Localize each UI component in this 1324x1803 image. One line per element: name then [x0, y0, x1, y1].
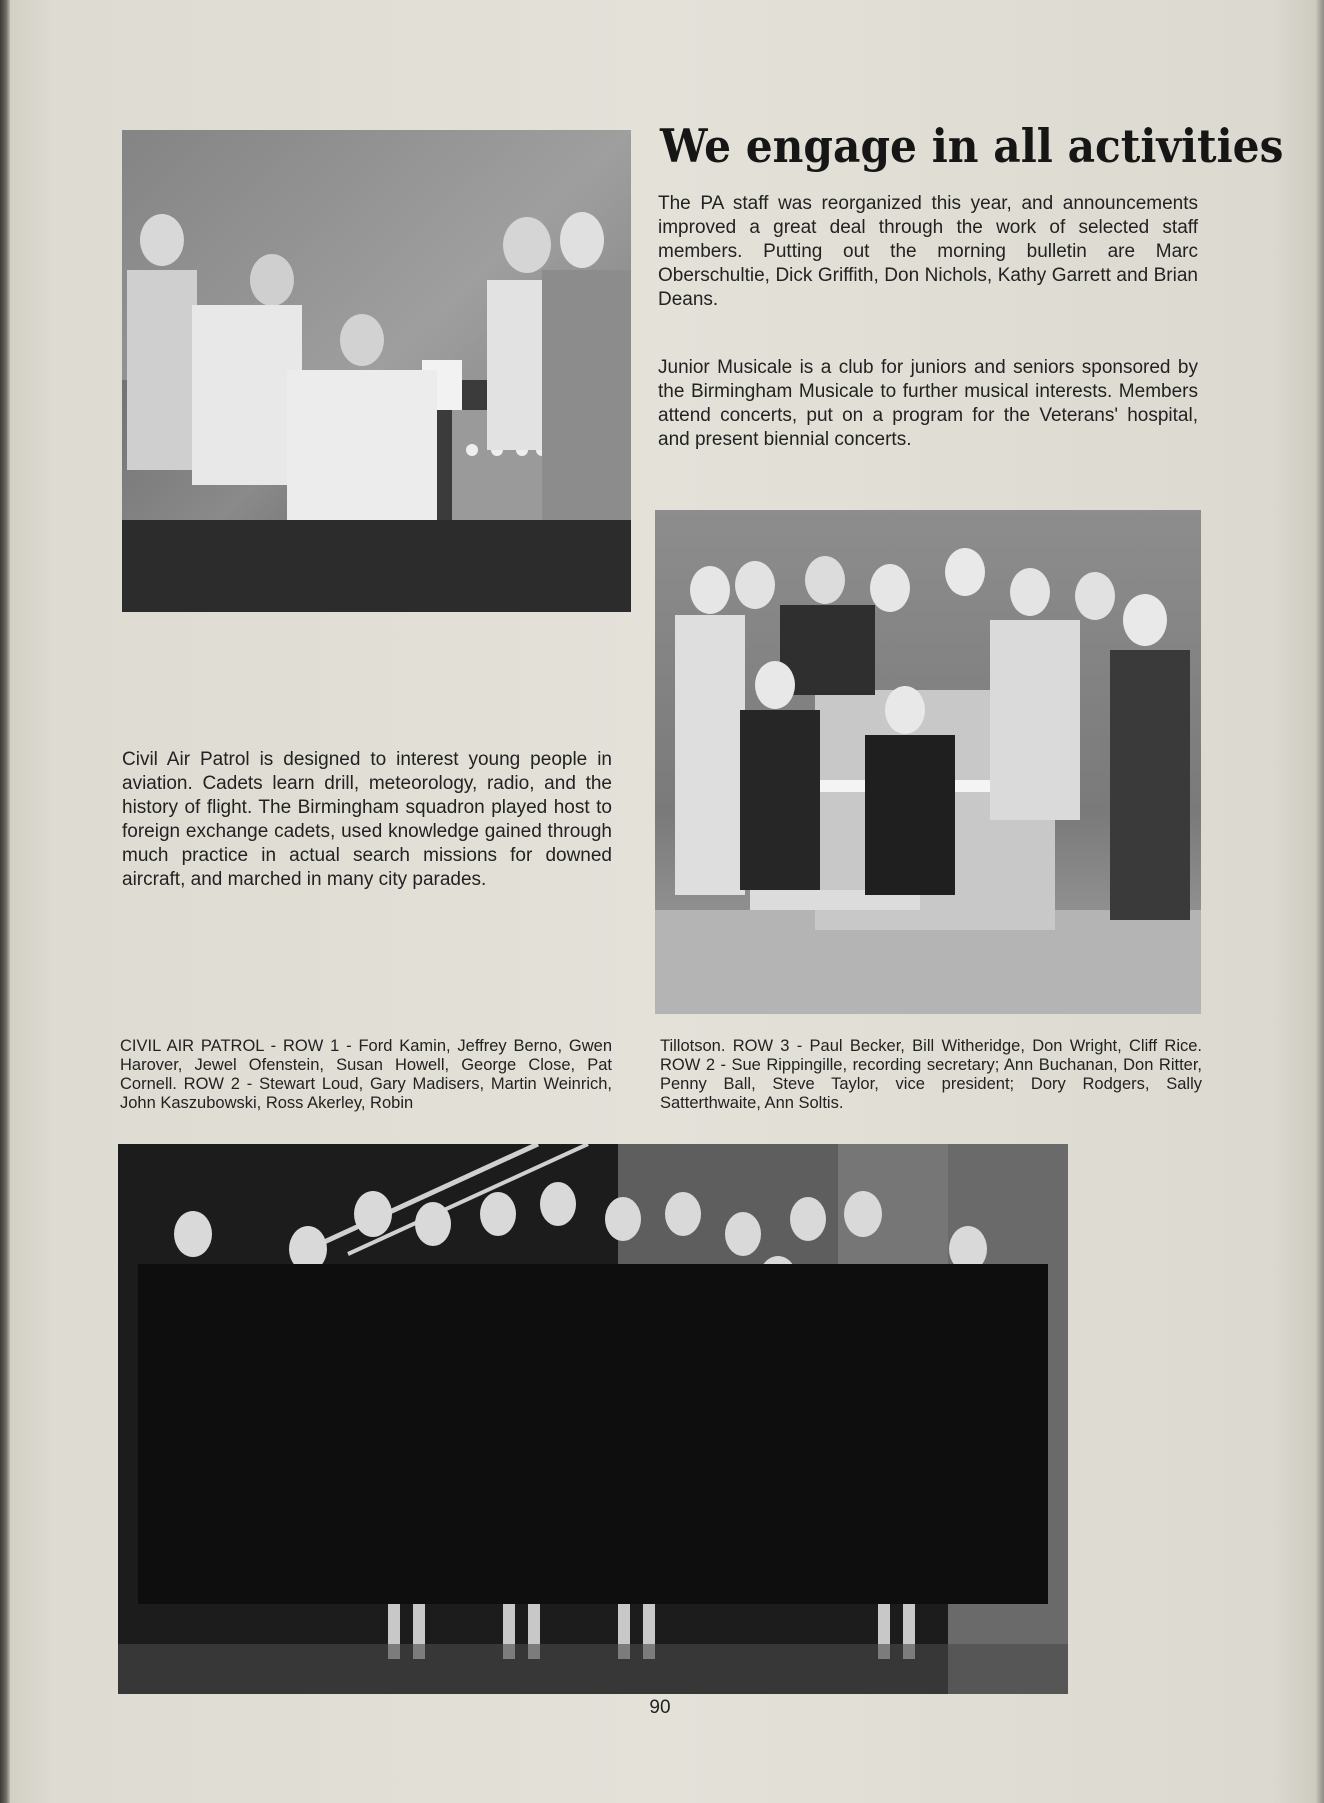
junior-musicale-paragraph: Junior Musicale is a club for juniors and seniors sponsored by the Birmingham Musicale to further musical interests. Members attend concerts, put on a program for the Veterans' hospital, and present biennial concerts.: [658, 357, 1198, 450]
civil-air-patrol-photo: [118, 1144, 1068, 1694]
page-edge: [1316, 0, 1324, 1803]
pa-staff-paragraph: The PA staff was reorganized this year, and announcements improved a great deal through the work of selected staff members. Putting out the morning bulletin are Marc Oberschultie, Dick Griffith, Don Nichols, Kathy Garrett and Brian Deans.: [658, 193, 1198, 310]
junior-musicale-photo: [655, 510, 1201, 1014]
page-headline: We engage in all activities: [660, 119, 1284, 173]
civil-air-patrol-roster-left: CIVIL AIR PATROL - ROW 1 - Ford Kamin, Jeffrey Berno, Gwen Harover, Jewel Ofenstein, Susan Howell, George Close, Pat Cornell. ROW 2 - Stewart Loud, Gary Madisers, Martin Weinrich, John Kaszubowski, Ross Akerley, Robin: [120, 1037, 612, 1112]
civil-air-patrol-roster-right: Tillotson. ROW 3 - Paul Becker, Bill Witheridge, Don Wright, Cliff Rice. ROW 2 - Sue Rippingille, recording secretary; Ann Buchanan, Don Ritter, Penny Ball, Steve Taylor, vice president; Dory Rodgers, Sally Satterthwaite, Ann Soltis.: [660, 1037, 1202, 1112]
civil-air-patrol-paragraph: Civil Air Patrol is designed to interest young people in aviation. Cadets learn drill, meteorology, radio, and the history of flight. The Birmingham squadron played host to foreign exchange cadets, used knowledge gained through much practice in actual search missions for downed aircraft, and marched in many city parades.: [122, 749, 612, 890]
binding-edge: [0, 0, 10, 1803]
page-number: 90: [649, 1697, 671, 1718]
pa-staff-photo: [122, 130, 631, 612]
